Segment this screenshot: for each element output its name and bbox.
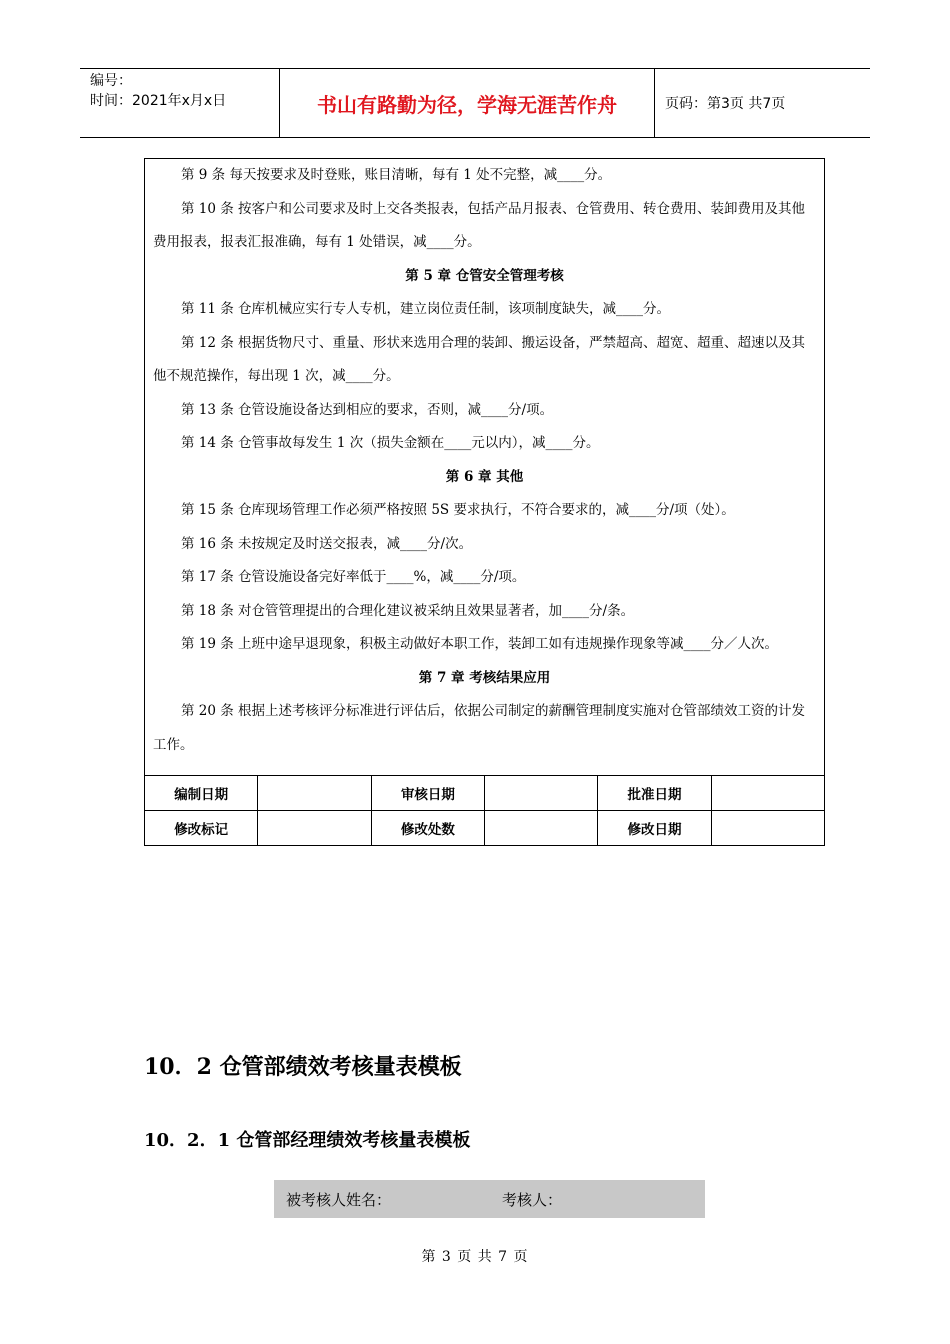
revision-count-label: 修改处数 bbox=[371, 811, 484, 846]
revision-date-label: 修改日期 bbox=[598, 811, 711, 846]
article-9: 第 9 条 每天按要求及时登账，账目清晰，每有 1 处不完整，减____分。 bbox=[181, 167, 612, 183]
assessee-info-bar bbox=[274, 1180, 705, 1218]
approval-row bbox=[145, 776, 824, 811]
revision-date-cell bbox=[711, 811, 824, 846]
page-header bbox=[80, 68, 870, 138]
regulation-content bbox=[145, 159, 824, 762]
chapter-6-heading: 第 6 章 其他 bbox=[445, 468, 524, 485]
revision-mark-cell bbox=[258, 811, 371, 846]
time-label: 时间：2021年x月x日 bbox=[90, 93, 227, 109]
header-motto: 书山有路勤为径，学海无涯苦作舟 bbox=[280, 69, 655, 137]
review-date-cell bbox=[485, 776, 598, 811]
article-11: 第 11 条 仓库机械应实行专人专机，建立岗位责任制，该项制度缺失，减____分。 bbox=[181, 301, 671, 317]
assessee-name-label: 被考核人姓名： bbox=[286, 1190, 392, 1209]
article-14: 第 14 条 仓管事故每发生 1 次（损失金额在____元以内），减____分。 bbox=[181, 435, 600, 451]
article-13: 第 13 条 仓管设施设备达到相应的要求，否则，减____分/项。 bbox=[181, 401, 554, 418]
number-label: 编号： bbox=[90, 73, 132, 89]
header-page-label: 页码：第3页 共7页 bbox=[665, 96, 786, 112]
compile-date-cell bbox=[258, 776, 371, 811]
compile-date-label: 编制日期 bbox=[145, 776, 258, 811]
page-footer: 第 3 页 共 7 页 bbox=[421, 1249, 529, 1265]
header-meta bbox=[80, 69, 280, 137]
article-15: 第 15 条 仓库现场管理工作必须严格按照 5S 要求执行，不符合要求的，减____分/项（处）。 bbox=[181, 502, 735, 518]
article-18: 第 18 条 对仓管管理提出的合理化建议被采纳且效果显著者，加____分/条。 bbox=[181, 602, 635, 619]
assessor-label: 考核人： bbox=[502, 1190, 563, 1209]
regulation-box bbox=[144, 158, 825, 846]
article-16: 第 16 条 未按规定及时送交报表，减____分/次。 bbox=[181, 535, 473, 552]
chapter-7-heading: 第 7 章 考核结果应用 bbox=[418, 669, 551, 686]
article-20: 第 20 条 根据上述考核评分标准进行评估后，依据公司制定的薪酬管理制度实施对仓管部绩效工资的计发工作。 bbox=[153, 703, 806, 753]
approve-date-cell bbox=[711, 776, 824, 811]
review-date-label: 审核日期 bbox=[371, 776, 484, 811]
chapter-5-heading: 第 5 章 仓管安全管理考核 bbox=[405, 267, 564, 284]
revision-count-cell bbox=[485, 811, 598, 846]
approval-table bbox=[145, 775, 824, 845]
revision-row bbox=[145, 811, 824, 846]
article-12: 第 12 条 根据货物尺寸、重量、形状来选用合理的装卸、搬运设备，严禁超高、超宽、超重、超速以及其他不规范操作，每出现 1 次，减____分。 bbox=[153, 334, 806, 384]
section-heading: 10．2 仓管部绩效考核量表模板 bbox=[144, 1054, 462, 1080]
subsection-heading: 10．2．1 仓管部经理绩效考核量表模板 bbox=[144, 1130, 471, 1151]
article-19: 第 19 条 上班中途早退现象，积极主动做好本职工作，装卸工如有违规操作现象等减____分／人次。 bbox=[181, 636, 779, 652]
article-10: 第 10 条 按客户和公司要求及时上交各类报表，包括产品月报表、仓管费用、转仓费用、装卸费用及其他费用报表，报表汇报准确，每有 1 处错误，减____分。 bbox=[153, 200, 806, 250]
approve-date-label: 批准日期 bbox=[598, 776, 711, 811]
revision-mark-label: 修改标记 bbox=[145, 811, 258, 846]
article-17: 第 17 条 仓管设施设备完好率低于____%，减____分/项。 bbox=[181, 569, 526, 585]
